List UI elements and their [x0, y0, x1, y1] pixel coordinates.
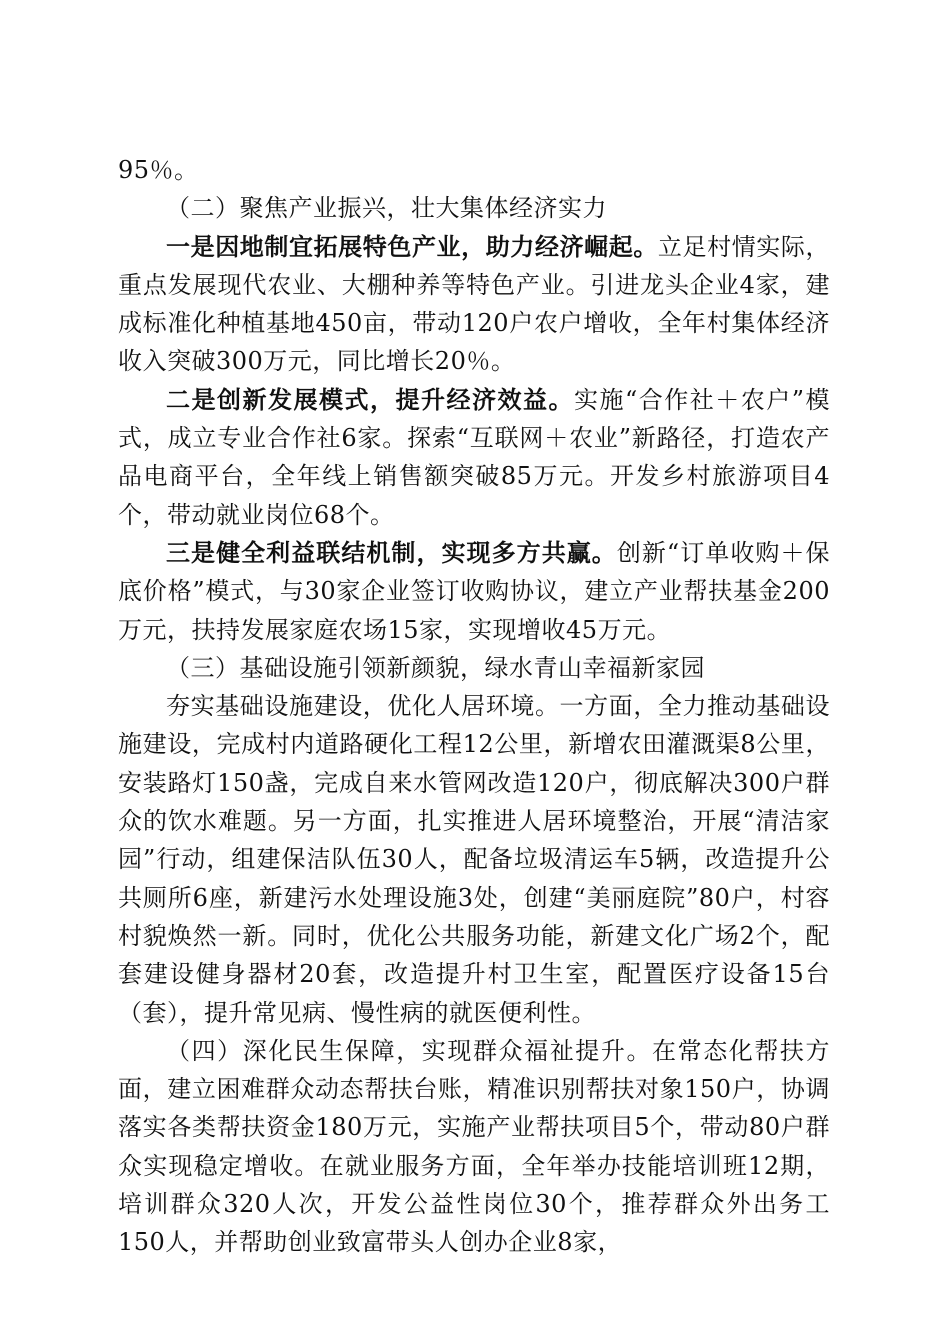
point-1-body: 立足村情实际，重点发展现代农业、大棚种养等特色产业。引进龙头企业4家，建成标准化种植基地450亩，带动120户农户增收，全年村集体经济收入突破300万元，同比增长20％。: [118, 232, 830, 376]
point-3-body: 创新“订单收购＋保底价格”模式，与30家企业签订收购协议，建立产业帮扶基金200万元，扶持发展家庭农场15家，实现增收45万元。: [118, 538, 830, 644]
point-2-lead: 二是创新发展模式，提升经济效益。: [166, 384, 574, 414]
paragraph-point-2: [118, 381, 830, 534]
point-1-lead: 一是因地制宜拓展特色产业，助力经济崛起。: [166, 231, 658, 261]
section-4-body: 在常态化帮扶方面，建立困难群众动态帮扶台账，精准识别帮扶对象150户，协调落实各类帮扶资金180万元，实施产业帮扶项目5个，带动80户群众实现稳定增收。在就业服务方面，全年举办技能培训班12期，培训群众320人次，开发公益性岗位30个，推荐群众外出务工150人，并帮助创业致富带头人创办企业8家，: [118, 1036, 831, 1257]
paragraph-point-1: [118, 228, 830, 381]
point-2-body: 实施“合作社＋农户”模式，成立专业合作社6家。探索“互联网＋农业”新路径，打造农产品电商平台，全年线上销售额突破85万元。开发乡村旅游项目4个，带动就业岗位68个。: [118, 385, 831, 529]
paragraph-infrastructure: 夯实基础设施建设，优化人居环境。一方面，全力推动基础设施建设，完成村内道路硬化工程12公里，新增农田灌溉渠8公里，安装路灯150盏，完成自来水管网改造120户，彻底解决300户群众的饮水难题。另一方面，扎实推进人居环境整治，开展“清洁家园”行动，组建保洁队伍30人，配备垃圾清运车5辆，改造提升公共厕所6座，新建污水处理设施3处，创建“美丽庭院”80户，村容村貌焕然一新。同时，优化公共服务功能，新建文化广场2个，配套建设健身器材20套，改造提升村卫生室，配置医疗设备15台（套），提升常见病、慢性病的就医便利性。: [118, 692, 830, 1027]
continued-fragment: 95％。: [118, 156, 199, 184]
paragraph-point-3: [118, 534, 830, 649]
document-page: [118, 151, 830, 1262]
point-3-lead: 三是健全利益联结机制，实现多方共赢。: [166, 537, 617, 567]
section-heading-3: （三）基础设施引领新颜貌，绿水青山幸福新家园: [166, 653, 705, 682]
section-heading-4: （四）深化民生保障，实现群众福祉提升。: [166, 1036, 653, 1065]
section-heading-2: （二）聚焦产业振兴，壮大集体经济实力: [166, 194, 607, 223]
paragraph-livelihood: [118, 1032, 830, 1262]
